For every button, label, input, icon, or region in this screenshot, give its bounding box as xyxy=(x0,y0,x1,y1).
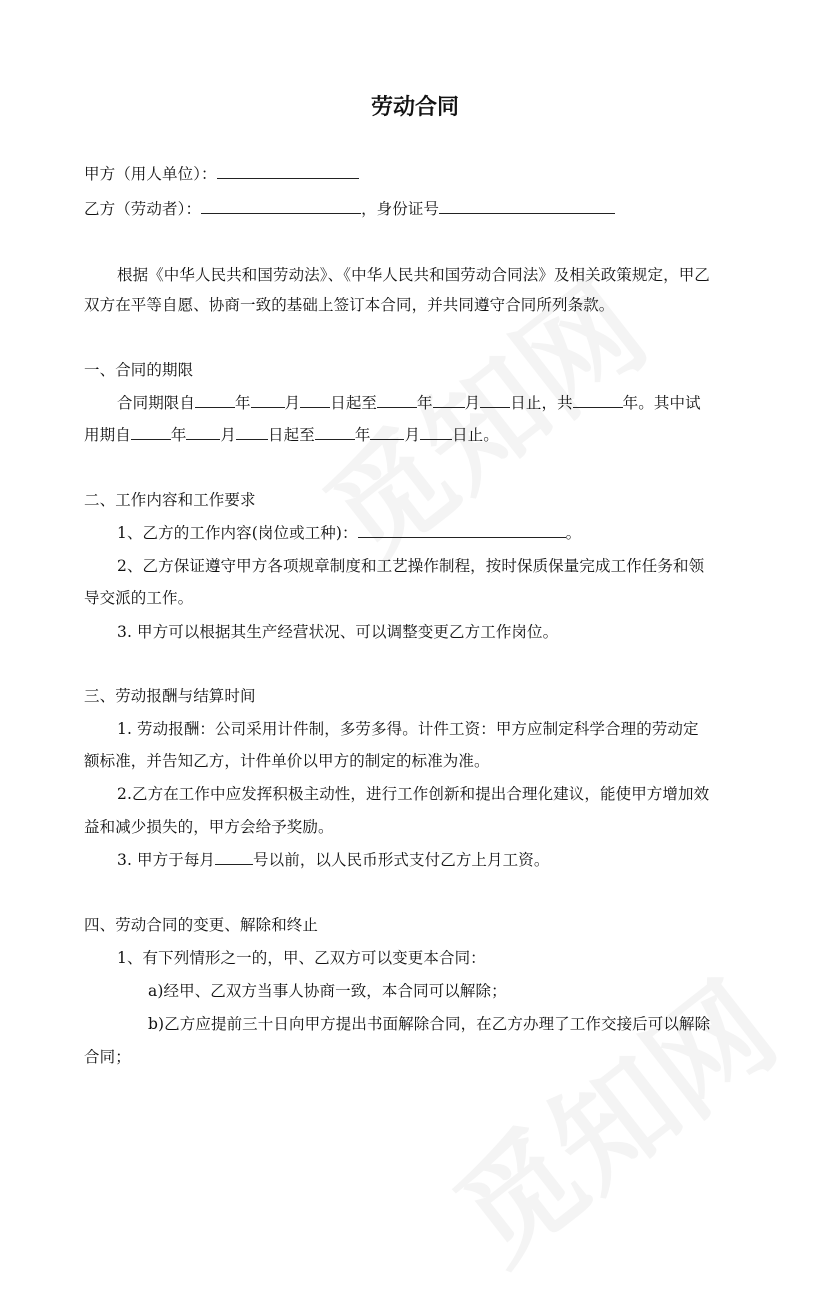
s3-item-1-line-2: 额标准，并告知乙方，计件单价以甲方的制定的标准为准。 xyxy=(84,752,490,770)
month-blank xyxy=(186,425,220,440)
text: 年 xyxy=(417,394,433,412)
s3-item-1-line-1: 1. 劳动报酬：公司采用计件制，多劳多得。计件工资：甲方应制定科学合理的劳动定 xyxy=(117,720,699,738)
s4-item-1: 1、有下列情形之一的，甲、乙双方可以变更本合同： xyxy=(117,949,486,967)
section-4-heading: 四、劳动合同的变更、解除和终止 xyxy=(84,916,319,934)
month-blank xyxy=(251,393,285,408)
id-blank xyxy=(439,199,615,214)
s3-item-2-line-2: 益和减少损失的，甲方会给予奖励。 xyxy=(84,818,334,836)
text: 月 xyxy=(464,394,481,412)
year-blank xyxy=(377,393,417,408)
years-blank xyxy=(573,393,623,408)
s4-item-1b-line-1: b)乙方应提前三十日向甲方提出书面解除合同，在乙方办理了工作交接后可以解除 xyxy=(148,1015,711,1033)
s2-item-1 xyxy=(117,523,581,543)
day-blank xyxy=(236,425,268,440)
party-a-label: 甲方（用人单位）： xyxy=(84,165,217,183)
year-blank xyxy=(195,393,235,408)
page-title: 劳动合同 xyxy=(370,95,459,120)
text: 年。其中试 xyxy=(622,394,701,412)
intro-line-1: 根据《中华人民共和国劳动法》、《中华人民共和国劳动合同法》及相关政策规定，甲乙 xyxy=(117,266,710,284)
text: 日起至 xyxy=(330,394,378,412)
party-a-blank xyxy=(217,164,359,179)
day-blank xyxy=(215,850,253,865)
id-label: 身份证号 xyxy=(376,200,440,218)
s3-item-2-line-1: 2.乙方在工作中应发挥积极主动性，进行工作创新和提出合理化建议，能使甲方增加效 xyxy=(117,785,710,803)
comma: ， xyxy=(361,200,377,218)
text: 月 xyxy=(404,426,421,444)
text: 号以前，以人民币形式支付乙方上月工资。 xyxy=(253,851,550,869)
text: 年 xyxy=(170,426,187,444)
s4-item-1b-line-2: 合同； xyxy=(84,1048,131,1066)
year-blank xyxy=(131,425,171,440)
s3-item-3 xyxy=(117,850,549,870)
text: 1、乙方的工作内容(岗位或工种)： xyxy=(117,524,358,542)
intro-line-2: 双方在平等自愿、协商一致的基础上签订本合同，并共同遵守合同所列条款。 xyxy=(84,296,615,314)
text: 。 xyxy=(565,524,582,542)
party-b-blank xyxy=(201,199,361,214)
day-blank xyxy=(420,425,452,440)
text: 月 xyxy=(220,426,237,444)
text: 日起至 xyxy=(268,426,315,444)
text: 日止，共 xyxy=(510,394,573,412)
section-1-heading: 一、合同的期限 xyxy=(84,361,194,379)
day-blank xyxy=(480,393,510,408)
text: 3. 甲方于每月 xyxy=(117,851,216,869)
text: 合同期限自 xyxy=(117,394,196,412)
section-2-heading: 二、工作内容和工作要求 xyxy=(84,491,256,509)
s2-item-3: 3. 甲方可以根据其生产经营状况、可以调整变更乙方工作岗位。 xyxy=(117,623,559,641)
day-blank xyxy=(300,393,330,408)
text: 日止。 xyxy=(452,426,499,444)
party-a-line xyxy=(84,164,359,184)
party-b-line xyxy=(84,199,615,219)
month-blank xyxy=(433,393,465,408)
term-line-2 xyxy=(84,425,499,445)
s4-item-1a: a)经甲、乙双方当事人协商一致，本合同可以解除； xyxy=(148,982,507,1000)
text: 年 xyxy=(354,426,371,444)
term-line-1 xyxy=(117,393,701,413)
job-blank xyxy=(358,523,566,538)
month-blank xyxy=(370,425,404,440)
text: 用期自 xyxy=(84,426,131,444)
text: 年 xyxy=(235,394,251,412)
s2-item-2-line-2: 导交派的工作。 xyxy=(84,589,194,607)
year-blank xyxy=(315,425,355,440)
s2-item-2-line-1: 2、乙方保证遵守甲方各项规章制度和工艺操作制程，按时保质保量完成工作任务和领 xyxy=(117,557,705,575)
party-b-label: 乙方（劳动者）： xyxy=(84,200,202,218)
section-3-heading: 三、劳动报酬与结算时间 xyxy=(84,687,256,705)
text: 月 xyxy=(284,394,301,412)
